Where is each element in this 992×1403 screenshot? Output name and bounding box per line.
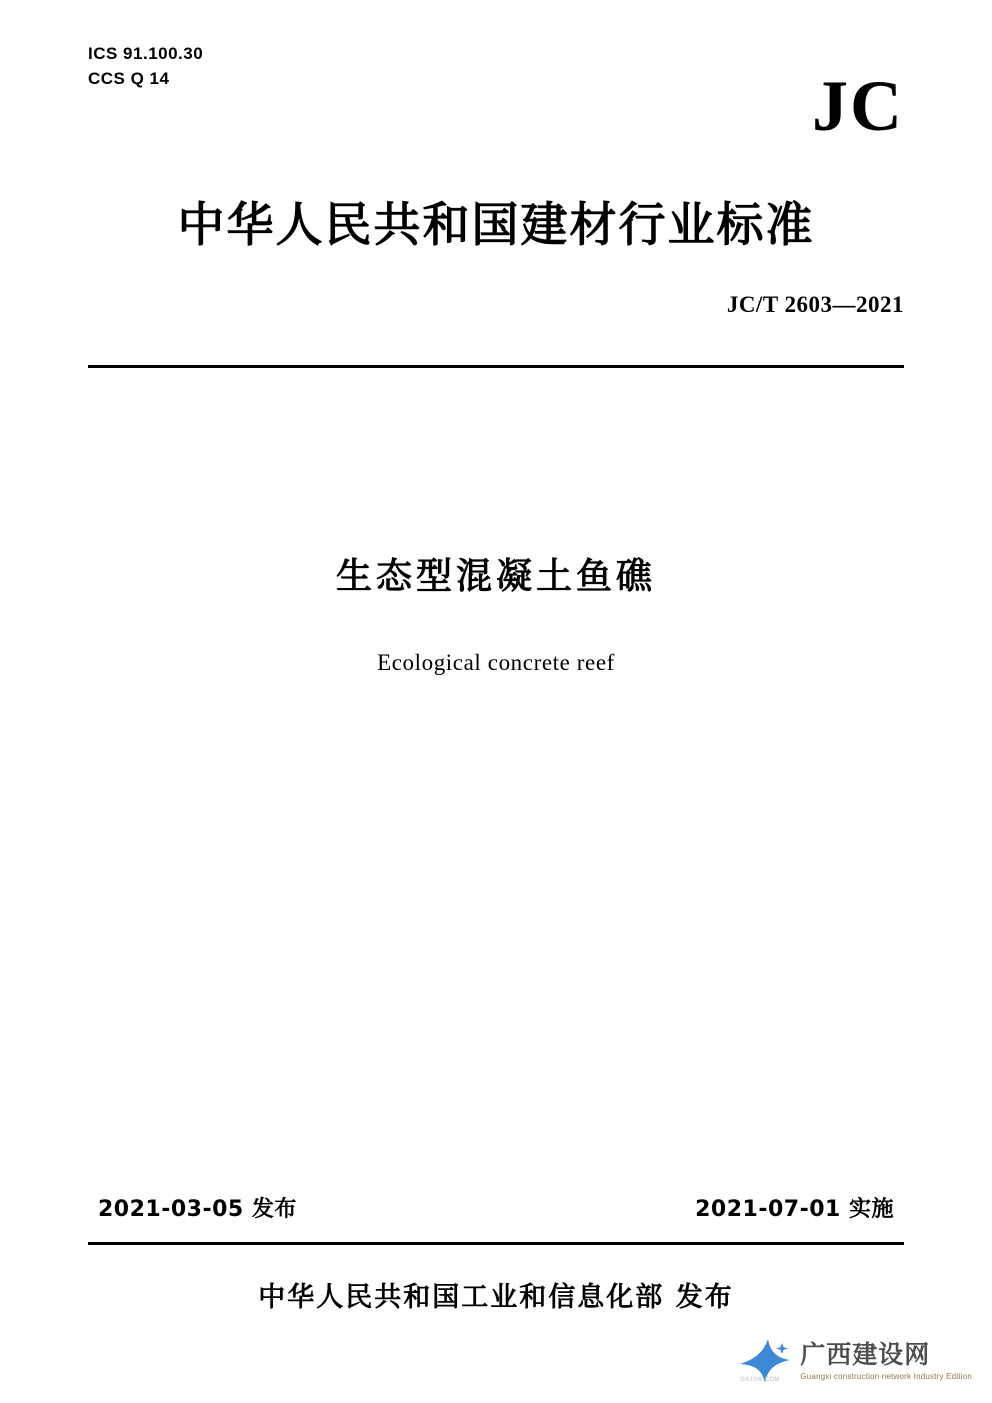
publisher-line: 中华人民共和国工业和信息化部 发布 bbox=[258, 1282, 734, 1313]
watermark-subtitle: Guangxi construction network Industry Edition bbox=[800, 1371, 972, 1381]
ccs-code: CCS Q 14 bbox=[88, 68, 170, 88]
watermark-mini-text: GXJSW.COM bbox=[740, 1377, 780, 1383]
watermark bbox=[738, 1337, 972, 1385]
subject-title-en: Ecological concrete reef bbox=[377, 650, 615, 675]
divider-bottom bbox=[88, 1242, 904, 1245]
classification-block bbox=[88, 42, 203, 91]
subject-title-cn: 生态型混凝土鱼礁 bbox=[335, 556, 656, 597]
page-title: 中华人民共和国建材行业标准 bbox=[177, 198, 815, 253]
divider-top bbox=[88, 365, 904, 368]
effective-date: 2021-07-01 实施 bbox=[695, 1197, 894, 1222]
watermark-title: 广西建设网 bbox=[800, 1340, 931, 1370]
issue-date: 2021-03-05 发布 bbox=[98, 1197, 297, 1222]
standard-number: JC/T 2603—2021 bbox=[726, 292, 904, 317]
watermark-texts bbox=[800, 1341, 972, 1381]
ics-code: ICS 91.100.30 bbox=[88, 44, 204, 63]
jc-logo-mark: JC bbox=[812, 66, 904, 146]
star-icon bbox=[738, 1337, 792, 1385]
